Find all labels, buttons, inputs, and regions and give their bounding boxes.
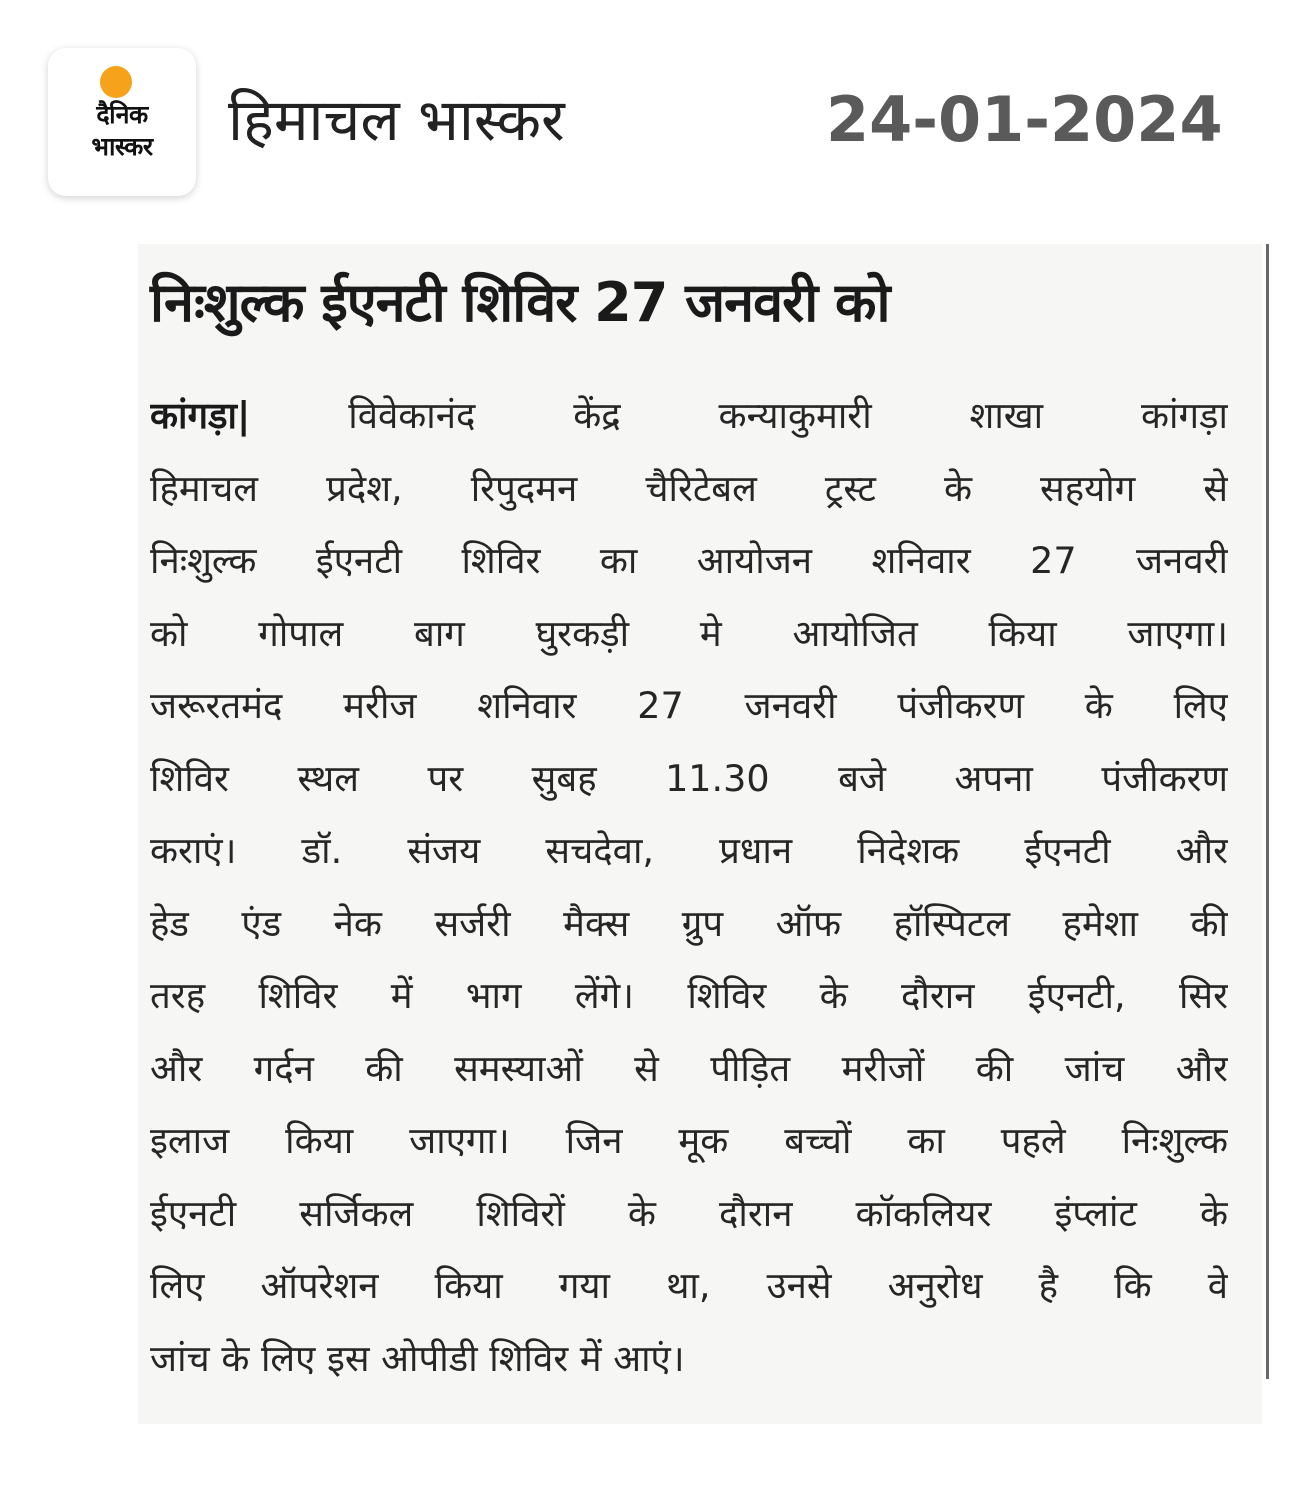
column-rule: [1266, 244, 1269, 1379]
article-line-2: हिमाचल प्रदेश, रिपुदमन चैरिटेबल ट्रस्ट के सहयोग से: [150, 466, 1228, 510]
article-line-4: को गोपाल बाग घुरकड़ी मे आयोजित किया जाएगा।: [150, 611, 1228, 655]
article-line-12: ईएनटी सर्जिकल शिविरों के दौरान कॉकलियर इंप्लांट के: [150, 1191, 1228, 1235]
article-headline: निःशुल्क ईएनटी शिविर 27 जनवरी को: [150, 271, 890, 334]
logo-text-line-2: भास्कर: [91, 132, 153, 161]
article-body: [150, 380, 1228, 1395]
article-line-5: जरूरतमंद मरीज शनिवार 27 जनवरी पंजीकरण के लिए: [150, 684, 1228, 727]
sun-dot-icon: [100, 66, 132, 98]
article-line-3: निःशुल्क ईएनटी शिविर का आयोजन शनिवार 27 जनवरी: [150, 539, 1228, 582]
publication-date: 24-01-2024: [826, 83, 1223, 156]
dateline: कांगड़ा|: [150, 394, 251, 437]
article-line-6: शिविर स्थल पर सुबह 11.30 बजे अपना पंजीकरण: [150, 756, 1228, 800]
article-line-10: और गर्दन की समस्याओं से पीड़ित मरीजों की जांच और: [150, 1046, 1228, 1090]
article-line-14: जांच के लिए इस ओपीडी शिविर में आएं।: [150, 1336, 685, 1380]
article-line-1: [150, 380, 1228, 453]
publication-title: हिमाचल भास्कर: [228, 86, 565, 154]
article-line-9: तरह शिविर में भाग लेंगे। शिविर के दौरान ईएनटी, सिर: [150, 974, 1228, 1017]
logo-text-line-1: दैनिक: [96, 100, 148, 129]
article-line-13: लिए ऑपरेशन किया गया था, उनसे अनुरोध है कि वे: [150, 1264, 1228, 1307]
app-header: [0, 0, 1291, 215]
article-line-11: इलाज किया जाएगा। जिन मूक बच्चों का पहले निःशुल्क: [150, 1119, 1228, 1162]
article-line-text: विवेकानंद केंद्र कन्याकुमारी शाखा कांगड़ा: [348, 394, 1228, 437]
article-line-8: हेड एंड नेक सर्जरी मैक्स ग्रुप ऑफ हॉस्पिटल हमेशा की: [150, 901, 1228, 945]
article-line-7: कराएं। डॉ. संजय सचदेवा, प्रधान निदेशक ईएनटी और: [150, 829, 1228, 872]
